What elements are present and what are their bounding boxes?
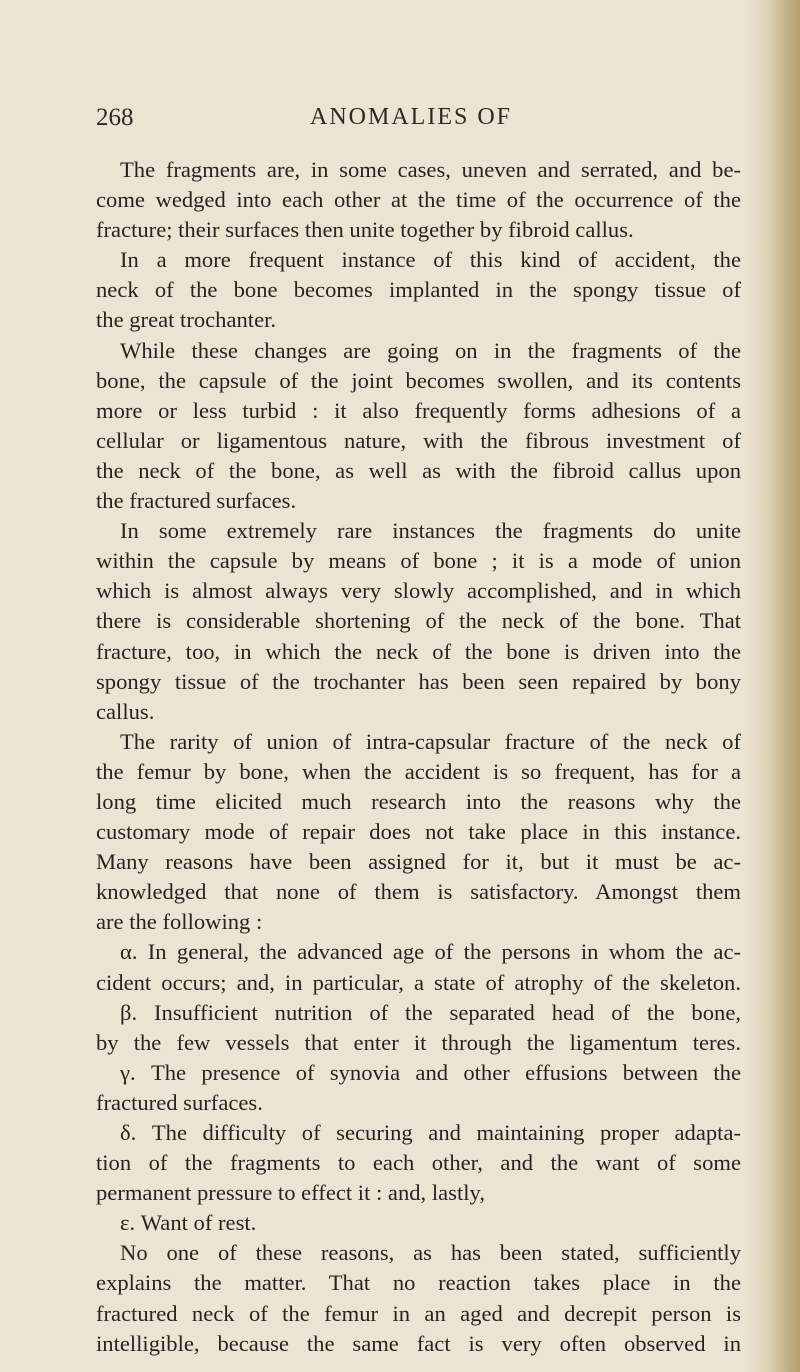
text-line: δ. The difficulty of securing and maintaining proper adapta-: [120, 1120, 741, 1145]
text-line: In some extremely rare instances the fragments do unite: [120, 518, 741, 544]
text-line: neck of the bone becomes implanted in the spongy tissue of: [96, 277, 741, 303]
text-line: intelligible, because the same fact is very often observed in: [96, 1330, 741, 1356]
text-line: α. In general, the advanced age of the persons in whom the ac-: [120, 939, 741, 965]
body-text: [96, 155, 741, 1359]
text-line: In a more frequent instance of this kind of accident, the: [120, 247, 741, 273]
text-line: fracture, too, in which the neck of the bone is driven into the: [96, 638, 741, 664]
text-line: ε. Want of rest.: [120, 1210, 257, 1236]
text-line: cellular or ligamentous nature, with the fibrous investment of: [96, 427, 741, 453]
text-line: callus.: [96, 698, 155, 724]
text-line: the femur by bone, when the accident is so frequent, has for a: [96, 758, 741, 784]
text-line: which is almost always very slowly accomplished, and in which: [96, 578, 741, 604]
text-line: permanent pressure to effect it : and, lastly,: [96, 1180, 485, 1206]
text-line: more or less turbid : it also frequently forms adhesions of a: [96, 397, 741, 423]
text-line: No one of these reasons, as has been stated, sufficiently: [120, 1240, 741, 1266]
text-line: knowledged that none of them is satisfactory. Amongst them: [96, 879, 741, 905]
text-line: β. Insufficient nutrition of the separated head of the bone,: [120, 999, 741, 1025]
text-line: within the capsule by means of bone ; it is a mode of union: [96, 548, 741, 574]
text-line: long time elicited much research into the reasons why the: [96, 788, 741, 814]
page-edge-shadow: [768, 0, 800, 1372]
text-line: The fragments are, in some cases, uneven and serrated, and be-: [120, 157, 741, 182]
text-line: customary mode of repair does not take place in this instance.: [96, 819, 741, 845]
text-line: tion of the fragments to each other, and the want of some: [96, 1150, 741, 1176]
text-line: cident occurs; and, in particular, a state of atrophy of the skeleton.: [96, 969, 741, 995]
text-line: by the few vessels that enter it through the ligamentum teres.: [96, 1029, 741, 1055]
text-line: there is considerable shortening of the neck of the bone. That: [96, 608, 741, 634]
text-line: The rarity of union of intra-capsular fracture of the neck of: [120, 728, 741, 754]
running-title: ANOMALIES OF: [310, 104, 513, 130]
text-line: fracture; their surfaces then unite together by fibroid callus.: [96, 217, 634, 243]
text-line: Many reasons have been assigned for it, but it must be ac-: [96, 849, 741, 875]
text-line: are the following :: [96, 909, 263, 935]
running-head: [0, 104, 800, 144]
text-line: the great trochanter.: [96, 307, 277, 333]
text-line: While these changes are going on in the fragments of the: [120, 337, 741, 363]
text-line: fractured surfaces.: [96, 1089, 263, 1115]
text-line: spongy tissue of the trochanter has been seen repaired by bony: [96, 668, 741, 694]
text-line: bone, the capsule of the joint becomes swollen, and its contents: [96, 367, 741, 393]
text-line: the fractured surfaces.: [96, 488, 297, 514]
text-line: fractured neck of the femur in an aged and decrepit person is: [96, 1300, 741, 1326]
text-line: γ. The presence of synovia and other effusions between the: [120, 1059, 741, 1085]
text-line: explains the matter. That no reaction takes place in the: [96, 1270, 741, 1296]
text-line: the neck of the bone, as well as with the fibroid callus upon: [96, 457, 741, 483]
page-number: 268: [96, 104, 134, 131]
text-line: come wedged into each other at the time of the occurrence of the: [96, 187, 741, 213]
